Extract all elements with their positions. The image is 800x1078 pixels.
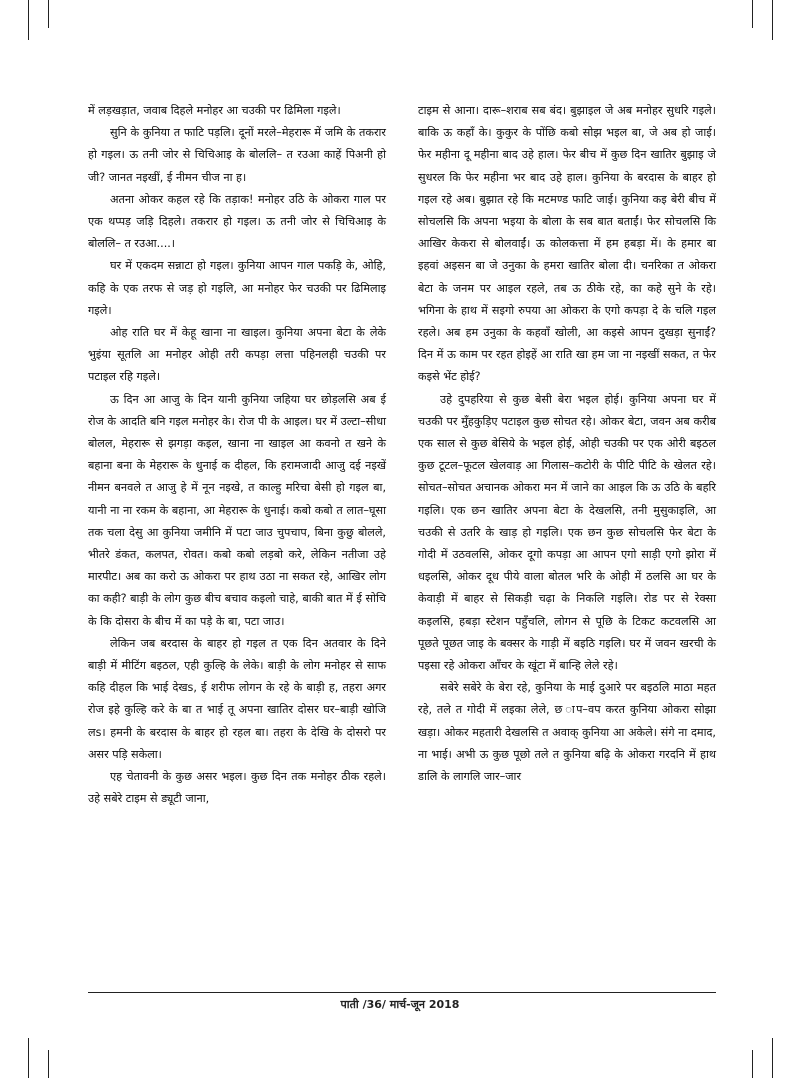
crop-mark [752, 1050, 753, 1078]
crop-mark [48, 1050, 49, 1078]
left-column [88, 100, 386, 811]
paragraph: सुनि के कुनिया त फाटि पड़लि। दूनों मरले–मेहरारू में जमि के तकरार हो गइल। ऊ तनी जोर से चिचिआइ के बोललि– त रउआ काहें पिअनी हो जी? जानत नइखीं, ई नीमन चीज ना ह। [88, 126, 386, 184]
crop-mark [28, 0, 29, 40]
crop-mark [28, 1038, 29, 1078]
paragraph: अतना ओकर कहल रहे कि तड़ाक! मनोहर उठि के ओकरा गाल पर एक थप्पड़ जड़ि दिहले। तकरार हो गइल। ऊ तनी जोर से चिचिआइ के बोललि– त रउआ....। [88, 192, 386, 251]
article-page [88, 100, 716, 811]
paragraph: टाइम से आना। दारू–शराब सब बंद। बुझाइल जे अब मनोहर सुधरि गइले। बाकि ऊ कहाँ के। कुकुर के पोंछि कबो सोझ भइल बा, जे अब हो जाई। फेर महीना दू महीना बाद उहे हाल। फेर बीच में कुछ दिन खातिर बुझाइ जे सुधरल कि फेर महीना भर बाद उहे हाल। कुनिया के बरदास के बाहर हो गइल रहे अब। बुझात रहे कि मटमण्ड फाटि जाई। कुनिया कइ बेरी बीच में सोचलसि कि अपना भइया के बोला के सब बात बताईं। फेर सोचलसि कि आखिर केकरा से बोलवाईं। ऊ कोलकत्ता में हम हबड़ा में। के हमार बा इहवां अइसन बा जे उनुका के हमरा खातिर बोला दी। चनरिका त ओकरा बेटा के जनम पर आइल रहले, तब ऊ ठीके रहे, का कहे सुने के रहे। भगिना के हाथ में सइगो रुपया आ ओकरा के एगो कपड़ा दे के चलि गइल रहले। अब हम उनुका के कहवाँ खोली, आ कइसे आपन दुखड़ा सुनाईं? दिन में ऊ काम पर रहत होइहें आ राति खा हम जा ना नइखीं सकत, त फेर कइसे भेंट होई? [418, 104, 716, 384]
paragraph: ओह राति घर में केहू खाना ना खाइल। कुनिया अपना बेटा के लेके भुइंया सूतलि आ मनोहर ओही तरी कपड़ा लत्ता पहिनलही चउकी पर पटाइल रहि गइले। [88, 326, 386, 384]
paragraph: ऊ दिन आ आजु के दिन यानी कुनिया जहिया घर छोड़लसि अब ई रोज के आदति बनि गइल मनोहर के। रोज पी के आइल। घर में उल्टा–सीधा बोलल, मेहरारू से झगड़ा कइल, खाना ना खाइल आ कवनो त खने के बहाना बना के मेहरारू के धुनाई क दीहल, कि हरामजादी आजु दई नइखें नीमन बनवले त आजु हे में नून नइखे, त काल्हु मरिचा बेसी हो गइल बा, यानी ना ना रकम के बहाना, आ मेहरारू के धुनाई। कबो कबो त लात–घूसा तक चला देसु आ कुनिया जमीनि में पटा जाउ चुपचाप, बिना कुछु बोलले, भीतरे डंकत, कलपत, रोवत। कबो कबो लड़बो करे, लेकिन नतीजा उहे मारपीट। अब का करो ऊ ओकरा पर हाथ उठा ना सकत रहे, आखिर लोग का कही? बाड़ी के लोग कुछ बीच बचाव कइलो चाहे, बाकी बात में ई सोचि के कि दोसरा के बीच में का पड़े के बा, पटा जाउ। [88, 392, 386, 628]
right-column [418, 100, 716, 811]
crop-mark [772, 0, 773, 40]
paragraph: सबेरे सबेरे के बेरा रहे, कुनिया के माई दुआरे पर बइठलि माठा महत रहे, तले त गोदी में लइका लेले, छ ाप–वप करत कुनिया ओकरा सोझा खड़ा। ओकर महतारी देखलसि त अवाक् कुनिया आ अकेले। संगे ना दमाद, ना भाई। अभी ऊ कुछ पूछो तले त कुनिया बढ़ि के ओकरा गरदनि में हाथ डालि के लागलि जार–जार [418, 681, 716, 784]
crop-mark [772, 1038, 773, 1078]
page-footer: पाती /36/ मार्च-जून 2018 [340, 998, 460, 1011]
paragraph: लेकिन जब बरदास के बाहर हो गइल त एक दिन अतवार के दिने बाड़ी में मीटिंग बइठल, एही कुल्हि के लेके। बाड़ी के लोग मनोहर से साफ कहि दीहल कि भाई देखs, ई शरीफ लोगन के रहे के बाड़ी ह, तहरा अगर रोज इहे कुल्हि करे के बा त भाई तू अपना खातिर दोसर घर–बाड़ी खोजि लs। हमनी के बरदास के बाहर हो रहल बा। तहरा के देखि के दोसरो पर असर पड़ि सकेला। [88, 636, 386, 761]
paragraph: एह चेतावनी के कुछ असर भइल। कुछ दिन तक मनोहर ठीक रहले। उहे सबेरे टाइम से ड्यूटी जाना, [88, 770, 386, 806]
crop-mark [48, 0, 49, 28]
paragraph: घर में एकदम सन्नाटा हो गइल। कुनिया आपन गाल पकड़ि के, ओहि, कहि के एक तरफ से जड़ हो गइलि, आ मनोहर फेर चउकी पर ढिमिलाइ गइले। [88, 259, 386, 317]
paragraph: उहे दुपहरिया से कुछ बेसी बेरा भइल होई। कुनिया अपना घर में चउकी पर मुँहकुड़िए पटाइल कुछ सोचत रहे। ओकर बेटा, जवन अब करीब एक साल से कुछ बेसिये के भइल होई, ओही चउकी पर एक ओरी बइठल कुछ टूटल–फूटल खेलवाड़ आ गिलास–कटोरी के पीटि पीटि के खेलत रहे। सोचत–सोचत अचानक ओकरा मन में जाने का आइल कि ऊ उठि के बहरि गइलि। एक छन खातिर अपना बेटा के देखलसि, तनी मुसुकाइलि, आ चउकी से उतरि के खाड़ हो गइलि। एक छन कुछ सोचलसि फेर बेटा के गोदी में उठवलसि, ओकर दूगो कपड़ा आ आपन एगो साड़ी एगो झोरा में धइलसि, ओकर दूध पीये वाला बोतल भरि के ओही में ठलसि आ घर के केवाड़ी में बाहर से सिकड़ी चढ़ा के निकलि गइलि। रोड पर से रेक्सा कइलसि, हबड़ा स्टेशन पहुँचलि, लोगन से पूछि के टिकट कटवलसि आ पूछते पूछत जाइ के बक्सर के गाड़ी में बइठि गइलि। घर में जवन खरची के पइसा रहे ओकरा आँचर के खूंटा में बान्हि लेले रहे। [418, 392, 716, 673]
text-columns [88, 100, 716, 811]
footer-rule [88, 992, 716, 993]
crop-mark [752, 0, 753, 28]
paragraph: में लड़खड़ात, जवाब दिहले मनोहर आ चउकी पर ढिमिला गइले। [88, 104, 341, 117]
